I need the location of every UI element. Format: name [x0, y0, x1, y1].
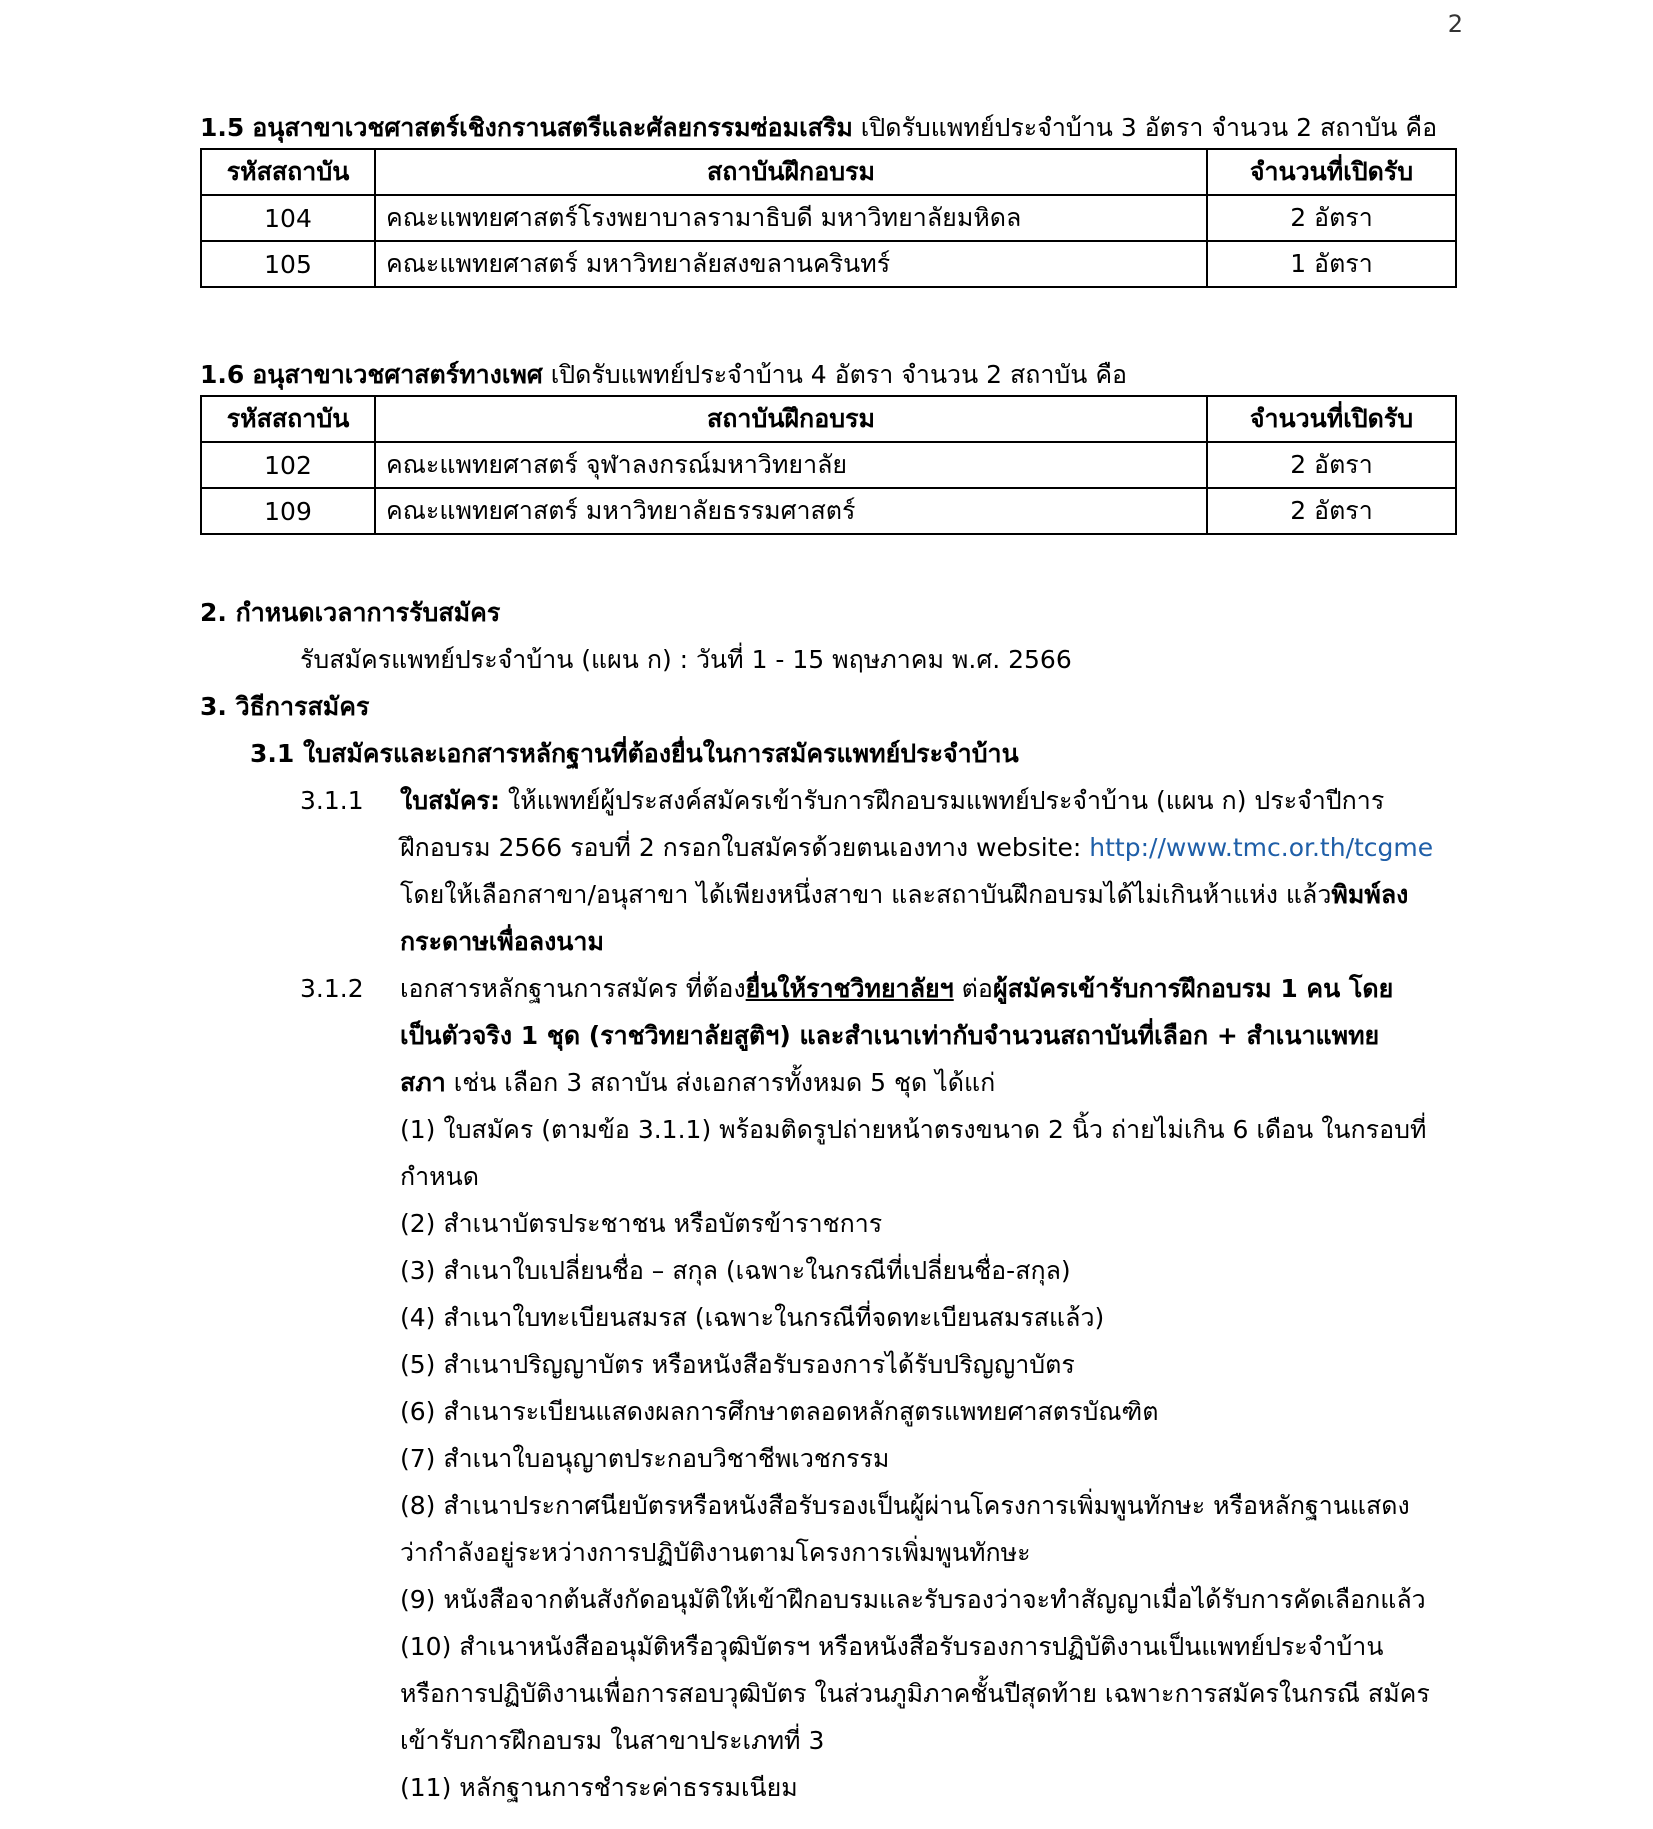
header-institution-name: สถาบันฝึกอบรม: [375, 149, 1207, 195]
item-3-1-1: [200, 777, 1455, 965]
institution-name: คณะแพทยศาสตร์โรงพยาบาลรามาธิบดี มหาวิทยาลัยมหิดล: [375, 195, 1207, 241]
document-list-line: (10) สำเนาหนังสืออนุมัติหรือวุฒิบัตรฯ หรือหนังสือรับรองการปฏิบัติงานเป็นแพทย์ประจำบ้าน: [400, 1632, 1384, 1661]
section-1-6-desc: เปิดรับแพทย์ประจำบ้าน 4 อัตรา จำนวน 2 สถาบัน คือ: [550, 360, 1128, 389]
document-list-line: (3) สำเนาใบเปลี่ยนชื่อ – สกุล (เฉพาะในกรณีที่เปลี่ยนชื่อ-สกุล): [400, 1256, 1071, 1285]
institution-code: 105: [201, 241, 375, 287]
document-list-line: (5) สำเนาปริญญาบัตร หรือหนังสือรับรองการได้รับปริญญาบัตร: [400, 1350, 1075, 1379]
item-3-1-2-text-3: เช่น เลือก 3 สถาบัน ส่งเอกสารทั้งหมด 5 ชุด ได้แก่: [445, 1068, 996, 1097]
header-institution-code: รหัสสถาบัน: [201, 396, 375, 442]
item-3-1-2-text-c: ต่อ: [953, 974, 993, 1003]
item-3-1-2-text-a: เอกสารหลักฐานการสมัคร ที่ต้อง: [400, 974, 746, 1003]
document-body: [200, 108, 1455, 1811]
document-list-line: (2) สำเนาบัตรประชาชน หรือบัตรข้าราชการ: [400, 1209, 883, 1238]
item-3-1-2-text-b: ยื่นให้ราชวิทยาลัยฯ: [745, 974, 954, 1003]
section-1-5-number: 1.5: [200, 113, 245, 142]
section-1-6-heading: [200, 355, 1455, 395]
item-3-1-2: [200, 965, 1455, 1811]
item-number: 3.1.2: [300, 974, 364, 1003]
document-list-line: (7) สำเนาใบอนุญาตประกอบวิชาชีพเวชกรรม: [400, 1444, 890, 1473]
table-1-6: [200, 395, 1457, 535]
table-row: [201, 241, 1456, 287]
item-3-1-2-text-d: ผู้สมัครเข้ารับการฝึกอบรม 1 คน โดย: [992, 974, 1394, 1003]
table-row: [201, 442, 1456, 488]
section-3-1-heading: 3.1 ใบสมัครและเอกสารหลักฐานที่ต้องยื่นในการสมัครแพทย์ประจำบ้าน: [250, 739, 1019, 768]
open-count: 2 อัตรา: [1207, 488, 1456, 534]
section-1-5-desc: เปิดรับแพทย์ประจำบ้าน 3 อัตรา จำนวน 2 สถาบัน คือ: [860, 113, 1438, 142]
item-3-1-1-line-1: [400, 777, 1455, 824]
open-count: 2 อัตรา: [1207, 442, 1456, 488]
header-open-count: จำนวนที่เปิดรับ: [1207, 149, 1456, 195]
document-list-line: (1) ใบสมัคร (ตามข้อ 3.1.1) พร้อมติดรูปถ่ายหน้าตรงขนาด 2 นิ้ว ถ่ายไม่เกิน 6 เดือน ในกรอบที่: [400, 1115, 1427, 1144]
document-list-line: เข้ารับการฝึกอบรม ในสาขาประเภทที่ 3: [400, 1726, 825, 1755]
institution-code: 104: [201, 195, 375, 241]
open-count: 1 อัตรา: [1207, 241, 1456, 287]
document-list-line: หรือการปฏิบัติงานเพื่อการสอบวุฒิบัตร ในส่วนภูมิภาคชั้นปีสุดท้าย เฉพาะการสมัครในกรณี สมัคร: [400, 1679, 1430, 1708]
document-list-line: (6) สำเนาระเบียนแสดงผลการศึกษาตลอดหลักสูตรแพทยศาสตรบัณฑิต: [400, 1397, 1159, 1426]
section-1-5-heading: [200, 108, 1455, 148]
application-period-text: รับสมัครแพทย์ประจำบ้าน (แผน ก) : วันที่ 1 - 15 พฤษภาคม พ.ศ. 2566: [300, 645, 1072, 674]
item-3-1-2-line-3: [400, 1059, 1455, 1106]
item-3-1-1-text-3: โดยให้เลือกสาขา/อนุสาขา ได้เพียงหนึ่งสาขา และสถาบันฝึกอบรมได้ไม่เกินห้าแห่ง แล้ว: [400, 880, 1332, 909]
institution-code: 102: [201, 442, 375, 488]
section-2-heading: 2. กำหนดเวลาการรับสมัคร: [200, 598, 501, 627]
section-1-6-title: อนุสาขาเวชศาสตร์ทางเพศ: [252, 360, 543, 389]
item-3-1-2-bold-3: สภา: [400, 1068, 446, 1097]
document-list-line: (11) หลักฐานการชำระค่าธรรมเนียม: [400, 1773, 798, 1802]
table-header-row: [201, 396, 1456, 442]
item-3-1-2-line-2: เป็นตัวจริง 1 ชุด (ราชวิทยาลัยสูติฯ) และสำเนาเท่ากับจำนวนสถาบันที่เลือก + สำเนาแพทย: [400, 1021, 1380, 1050]
institution-name: คณะแพทยศาสตร์ มหาวิทยาลัยสงขลานครินทร์: [375, 241, 1207, 287]
open-count: 2 อัตรา: [1207, 195, 1456, 241]
header-institution-name: สถาบันฝึกอบรม: [375, 396, 1207, 442]
document-list-line: ว่ากำลังอยู่ระหว่างการปฏิบัติงานตามโครงการเพิ่มพูนทักษะ: [400, 1538, 1031, 1567]
item-3-1-1-line-4: กระดาษเพื่อลงนาม: [400, 927, 604, 956]
section-1-5-title: อนุสาขาเวชศาสตร์เชิงกรานสตรีและศัลยกรรมซ่อมเสริม: [252, 113, 853, 142]
item-3-1-2-line-1: [400, 965, 1455, 1012]
table-1-5: [200, 148, 1457, 288]
table-header-row: [201, 149, 1456, 195]
section-3-heading: 3. วิธีการสมัคร: [200, 692, 370, 721]
tcgme-website-link[interactable]: http://www.tmc.or.th/tcgme: [1089, 833, 1434, 862]
item-3-1-1-text-1: ให้แพทย์ผู้ประสงค์สมัครเข้ารับการฝึกอบรมแพทย์ประจำบ้าน (แผน ก) ประจำปีการ: [507, 786, 1385, 815]
page-number: 2: [1447, 10, 1463, 38]
document-list-line: (4) สำเนาใบทะเบียนสมรส (เฉพาะในกรณีที่จดทะเบียนสมรสแล้ว): [400, 1303, 1105, 1332]
application-form-label: ใบสมัคร:: [400, 786, 500, 815]
institution-code: 109: [201, 488, 375, 534]
document-list-line: กำหนด: [400, 1162, 479, 1191]
section-1-6-number: 1.6: [200, 360, 245, 389]
institution-name: คณะแพทยศาสตร์ มหาวิทยาลัยธรรมศาสตร์: [375, 488, 1207, 534]
document-list-line: (9) หนังสือจากต้นสังกัดอนุมัติให้เข้าฝึกอบรมและรับรองว่าจะทำสัญญาเมื่อได้รับการคัดเลือกแล้ว: [400, 1585, 1426, 1614]
institution-name: คณะแพทยศาสตร์ จุฬาลงกรณ์มหาวิทยาลัย: [375, 442, 1207, 488]
item-3-1-1-text-2: ฝึกอบรม 2566 รอบที่ 2 กรอกใบสมัครด้วยตนเองทาง website:: [400, 833, 1090, 862]
item-number: 3.1.1: [300, 786, 364, 815]
item-3-1-1-line-3: [400, 871, 1455, 918]
header-open-count: จำนวนที่เปิดรับ: [1207, 396, 1456, 442]
item-3-1-1-bold-3: พิมพ์ลง: [1331, 880, 1409, 909]
item-3-1-1-line-2: [400, 824, 1455, 871]
table-row: [201, 195, 1456, 241]
header-institution-code: รหัสสถาบัน: [201, 149, 375, 195]
document-list-line: (8) สำเนาประกาศนียบัตรหรือหนังสือรับรองเป็นผู้ผ่านโครงการเพิ่มพูนทักษะ หรือหลักฐานแสดง: [400, 1491, 1410, 1520]
table-row: [201, 488, 1456, 534]
